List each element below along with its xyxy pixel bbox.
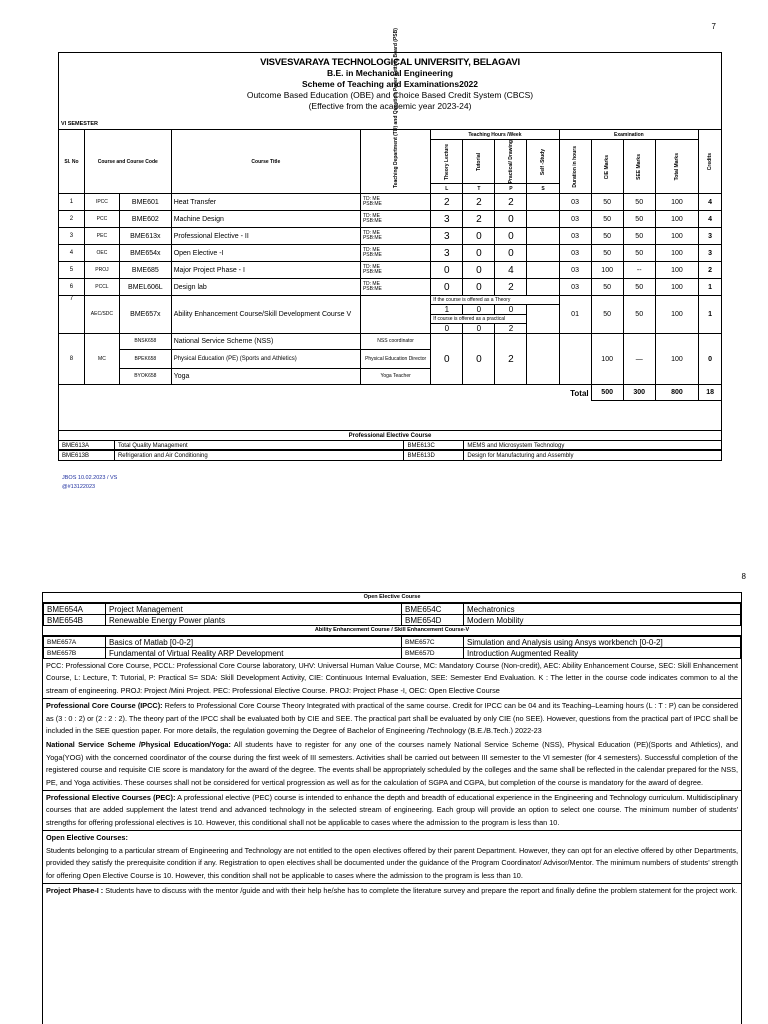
psb-label: PSB:ME: [362, 235, 382, 242]
oec-name: Project Management: [106, 604, 402, 615]
system-title: Outcome Based Education (OBE) and Choice Based Credit System (CBCS): [246, 90, 534, 100]
see-marks: 50: [623, 245, 655, 262]
header-S: S: [527, 184, 559, 194]
table-row: [59, 194, 722, 211]
duration: 03: [559, 211, 591, 228]
cie-marks: 50: [591, 228, 623, 245]
hours-t: 2: [463, 194, 495, 211]
cie-marks: 50: [591, 296, 623, 334]
oec-title: Open Elective Course: [43, 593, 741, 603]
hours-t: 2: [463, 211, 495, 228]
nss-paragraph: National Service Scheme /Physical Education/Yoga: All students have to register for any one of the courses namely National Service Scheme (NSS), Physical Education (PE)(Sports and Athletics), and Yoga(YOG) with the concerned coordinator of the course during the first week of III semesters. Activities shall be carried out between III semester to the VI semester (for 4 semesters). Successful completion of the registered course and requisite CIE score is mandatory for the award of the degree. The events shall be appropriately scheduled by the colleges and the same shall be reflected in the calendar prepared for the NSS, PE, and Yoga activities. These courses shall not be considered for vertical progression as well as for the calculation of SGPA and CGPA, but completion of the course is mandatory for the award of degree.: [46, 740, 738, 787]
see-marks: 50: [623, 296, 655, 334]
duration: 01: [559, 296, 591, 334]
course-code: BMEL606L: [120, 279, 172, 296]
hours-s: [527, 262, 559, 279]
hours-l: 0: [431, 334, 463, 385]
duration: 03: [559, 245, 591, 262]
table-row: [59, 296, 722, 305]
total-marks: 100: [655, 194, 698, 211]
see-marks: 50: [623, 279, 655, 296]
department: [360, 262, 430, 279]
department: [360, 245, 430, 262]
cie-marks: 100: [591, 334, 623, 385]
course-title: Heat Transfer: [171, 194, 360, 211]
course-title: Design lab: [171, 279, 360, 296]
course-type: IPCC: [84, 194, 119, 211]
see-marks: 50: [623, 194, 655, 211]
theory-note: If the course is offered as a Theory: [431, 296, 559, 305]
course-type: PROJ: [84, 262, 119, 279]
course-type: PCCL: [84, 279, 119, 296]
td-label: TD: ME: [362, 280, 380, 287]
table-row: [44, 615, 741, 626]
credits: 3: [699, 245, 722, 262]
hours-s: [527, 305, 559, 334]
course-code: BYOK658: [120, 369, 172, 385]
duration: 03: [559, 279, 591, 296]
pec-name: Design for Manufacturing and Assembly: [464, 451, 722, 461]
course-title: Open Elective -I: [171, 245, 360, 262]
oec-name: Renewable Energy Power plants: [106, 615, 402, 626]
oec-name: Modern Mobility: [464, 615, 741, 626]
aec-code: BME657A: [44, 637, 106, 648]
header-duration: Duration in hours: [559, 140, 591, 194]
td-label: TD: ME: [362, 229, 380, 236]
pec-name: MEMS and Microsystem Technology: [464, 441, 722, 451]
program-name: B.E. in Mechanical Engineering: [326, 68, 454, 78]
aec-name: Basics of Matlab [0-0-2]: [106, 637, 402, 648]
header-dept: Teaching Department (TD) and Question Paper Setting Board (PSB): [360, 130, 430, 194]
hours-p: 2: [495, 194, 527, 211]
hours-s: [527, 194, 559, 211]
duration: 03: [559, 228, 591, 245]
course-title: National Service Scheme (NSS): [171, 334, 360, 350]
table-row: [59, 228, 722, 245]
department: NSS coordinator: [360, 334, 430, 350]
sl-no: 5: [59, 262, 85, 279]
course-code: BME654x: [120, 245, 172, 262]
table-row: [44, 637, 741, 648]
table-row: [59, 245, 722, 262]
scheme-header: [59, 53, 721, 112]
total-see: 300: [623, 385, 655, 401]
effective-year: (Effective from the academic year 2023-24): [308, 101, 472, 111]
td-label: TD: ME: [362, 263, 380, 270]
total-marks: 800: [655, 385, 698, 401]
course-code: BME601: [120, 194, 172, 211]
pec-code: BME613B: [59, 451, 115, 461]
course-type: OEC: [84, 245, 119, 262]
hours-s: [527, 334, 559, 385]
page-number: 8: [741, 572, 746, 581]
department: [360, 296, 430, 334]
course-code: BME613x: [120, 228, 172, 245]
header-L: L: [431, 184, 463, 194]
hours-p: 0: [495, 305, 527, 315]
scheme-title: Scheme of Teaching and Examinations2022: [301, 79, 479, 89]
department: [360, 279, 430, 296]
hours-p: 2: [495, 279, 527, 296]
jbos-ref: @#13122023: [62, 484, 96, 490]
total-marks: 100: [655, 211, 698, 228]
oec-name: Mechatronics: [464, 604, 741, 615]
hours-l: 0: [431, 262, 463, 279]
professional-elective-table: [58, 430, 722, 461]
oec-code: BME654B: [44, 615, 106, 626]
aec-title: Ability Enhancement Course / Skill Enhancement Course-V: [43, 626, 741, 636]
oec-code: BME654C: [402, 604, 464, 615]
pec-title: Professional Elective Course: [59, 431, 722, 441]
td-label: TD: ME: [362, 195, 380, 202]
pec-code: BME613C: [404, 441, 464, 451]
course-title: Physical Education (PE) (Sports and Athletics): [171, 350, 360, 369]
hours-t: 0: [463, 334, 495, 385]
oec-code: BME654A: [44, 604, 106, 615]
table-row: [44, 648, 741, 659]
cie-marks: 100: [591, 262, 623, 279]
credits: 1: [699, 296, 722, 334]
table-row: [59, 262, 722, 279]
hours-l: 3: [431, 228, 463, 245]
course-code: BME602: [120, 211, 172, 228]
course-title: Ability Enhancement Course/Skill Development Course V: [171, 296, 360, 334]
course-title: Major Project Phase - I: [171, 262, 360, 279]
sl-no: 4: [59, 245, 85, 262]
semester-label: VI SEMESTER: [61, 121, 98, 127]
header-self: Self -Study: [527, 140, 559, 184]
td-label: TD: ME: [362, 246, 380, 253]
hours-s: [527, 211, 559, 228]
credits: 4: [699, 211, 722, 228]
open-elective-table: [43, 603, 741, 626]
sl-no: 2: [59, 211, 85, 228]
total-label: Total: [59, 385, 592, 401]
course-title: Professional Elective - II: [171, 228, 360, 245]
psb-label: PSB:ME: [362, 252, 382, 259]
hours-t: 0: [463, 262, 495, 279]
abbreviations-paragraph: PCC: Professional Core Course, PCCL: Professional Core Course laboratory, UHV: Universal Human Value Course, MC: Mandatory Course (Non-credit), AEC: Ability Enhancement Course, SEC: Skill Enhancement Course, L: Lecture, T: Tutorial, P: Practical S= SDA: Skill Development Activity, CIE: Continuous Internal Evaluation, SEE: Semester End Evaluation. K : The letter in the course code indicates common to al the stream of engineering. PROJ: Project /Mini Project. PEC: Professional Elective Course. PROJ: Project Phase -I, OEC: Open Elective Course: [46, 661, 738, 695]
psb-label: PSB:ME: [362, 201, 382, 208]
hours-l: 3: [431, 211, 463, 228]
totals-row: [59, 385, 722, 401]
department: Yoga Teacher: [360, 369, 430, 385]
hours-t: 0: [463, 228, 495, 245]
aec-code: BME657B: [44, 648, 106, 659]
aec-name: Fundamental of Virtual Reality ARP Development: [106, 648, 402, 659]
course-type: PEC: [84, 228, 119, 245]
header-tutorial: Tutorial: [463, 140, 495, 184]
department: [360, 228, 430, 245]
header-title: Course Title: [171, 130, 360, 194]
total-marks: 100: [655, 334, 698, 385]
pec-code: BME613A: [59, 441, 115, 451]
table-row: [44, 604, 741, 615]
credits: 2: [699, 262, 722, 279]
hours-t: 0: [463, 245, 495, 262]
see-marks: 50: [623, 228, 655, 245]
hours-s: [527, 228, 559, 245]
aec-code: BME657D: [402, 648, 464, 659]
course-code: BME657x: [120, 296, 172, 334]
scheme-box: [58, 27, 722, 450]
see-marks: --: [623, 262, 655, 279]
header-cie: CIE Marks: [591, 140, 623, 194]
credits: 0: [699, 334, 722, 385]
total-credits: 18: [699, 385, 722, 401]
course-code: BME685: [120, 262, 172, 279]
aec-name: Introduction Augmented Reality: [464, 648, 741, 659]
hours-s: [527, 245, 559, 262]
jbos-note: [62, 474, 117, 492]
page-number: 7: [711, 22, 716, 31]
header-practical: Practical/ Drawing: [495, 140, 527, 184]
cie-marks: 50: [591, 245, 623, 262]
hours-s: [527, 279, 559, 296]
td-label: TD: ME: [362, 212, 380, 219]
course-code: BPEK658: [120, 350, 172, 369]
hours-l: 0: [431, 279, 463, 296]
psb-label: PSB:ME: [362, 269, 382, 276]
aec-code: BME657C: [402, 637, 464, 648]
total-marks: 100: [655, 262, 698, 279]
sl-no: 3: [59, 228, 85, 245]
hours-l: 3: [431, 245, 463, 262]
hours-l: 2: [431, 194, 463, 211]
aec-name: Simulation and Analysis using Ansys workbench [0-0-2]: [464, 637, 741, 648]
duration: 03: [559, 194, 591, 211]
ability-enhancement-table: [43, 636, 741, 659]
total-marks: 100: [655, 245, 698, 262]
oec-code: BME654D: [402, 615, 464, 626]
course-type: PCC: [84, 211, 119, 228]
table-row: [59, 279, 722, 296]
ipcc-paragraph: Professional Core Course (IPCC): Refers to Professional Core Course Theory Integrated with practical of the same course. Credit for IPCC can be 04 and its Teaching–Learning hours (L : T : P) can be considered as (3 : 0 : 2) or (2 : 2 : 2). The theory part of the IPCC shall be evaluated both by CIE and SEE. The practical part shall be evaluated by only CIE (no SEE). However, questions from the practical part of IPCC shall be included in the SEE question paper. For more details, the regulation governing the Degree of Bachelor of Engineering /Technology (B.E./B.Tech.) 2022-23: [43, 698, 741, 738]
header-T: T: [463, 184, 495, 194]
pec-name: Total Quality Management: [114, 441, 404, 451]
sl-no: 7: [59, 296, 85, 334]
course-type: AEC/SDC: [84, 296, 119, 334]
course-type: MC: [84, 334, 119, 385]
hours-p: 2: [495, 334, 527, 385]
psb-label: PSB:ME: [362, 218, 382, 225]
duration: 03: [559, 262, 591, 279]
header-course: Course and Course Code: [84, 130, 171, 194]
university-name: VISVESVARAYA TECHNOLOGICAL UNIVERSITY, BELAGAVI: [260, 57, 520, 68]
cie-marks: 50: [591, 211, 623, 228]
course-title: Yoga: [171, 369, 360, 385]
see-marks: —: [623, 334, 655, 385]
department: [360, 211, 430, 228]
sl-no: 6: [59, 279, 85, 296]
hours-l: 0: [431, 324, 463, 334]
department: [360, 194, 430, 211]
department: Physical Education Director: [360, 350, 430, 369]
hours-l: 1: [431, 305, 463, 315]
header-exam: Examination: [559, 130, 699, 140]
total-cie: 500: [591, 385, 623, 401]
hours-t: 0: [463, 324, 495, 334]
credits: 3: [699, 228, 722, 245]
pec-code: BME613D: [404, 451, 464, 461]
header-P: P: [495, 184, 527, 194]
header-see: SEE Marks: [623, 140, 655, 194]
project-paragraph: Project Phase-I : Students have to discuss with the mentor /guide and with their help he/she has to complete the literature survey and prepare the report and finally define the problem statement for the project work.: [43, 883, 741, 898]
total-marks: 100: [655, 279, 698, 296]
hours-p: 0: [495, 211, 527, 228]
pec-name: Refrigeration and Air Conditioning: [114, 451, 404, 461]
hours-t: 0: [463, 305, 495, 315]
header-total: Total Marks: [655, 140, 698, 194]
total-marks: 100: [655, 296, 698, 334]
hours-p: 0: [495, 228, 527, 245]
see-marks: 50: [623, 211, 655, 228]
header-slno: Sl. No: [59, 130, 85, 194]
cie-marks: 50: [591, 279, 623, 296]
jbos-date: JBOS 10.02.2023 / VS: [62, 475, 118, 481]
open-elective-paragraph: Open Elective Courses: Students belonging to a particular stream of Engineering and Technology are not entitled to the open electives offered by their parent Department. However, they can opt for an elective offered by other Departments, provided they satisfy the prerequisite condition if any. Registration to open electives shall be documented under the guidance of the Program Coordinator/ Advisor/Mentor. The minimum numbers of students' strength for offering Open Elective Course is 10. However, this condition shall not be applicable to cases where the admission to the program is less than 10.: [43, 830, 741, 883]
table-row: [59, 211, 722, 228]
header-theory: Theory Lecture: [431, 140, 463, 184]
header-credits: Credits: [699, 130, 722, 194]
hours-p: 4: [495, 262, 527, 279]
practical-note: If course is offered as a practical: [431, 315, 527, 324]
credits: 1: [699, 279, 722, 296]
hours-p: 2: [495, 324, 527, 334]
sl-no: 8: [59, 334, 85, 385]
total-marks: 100: [655, 228, 698, 245]
course-code: BNSK658: [120, 334, 172, 350]
table-row: [59, 451, 722, 461]
sl-no: 1: [59, 194, 85, 211]
notes-box: [42, 592, 742, 1024]
table-row: [59, 441, 722, 451]
credits: 4: [699, 194, 722, 211]
course-title: Machine Design: [171, 211, 360, 228]
pec-paragraph: Professional Elective Courses (PEC): A professional elective (PEC) course is intended to enhance the depth and breadth of educational experience in the Engineering and Technology curriculum. Multidisciplinary courses that are added supplement the latest trend and advanced technology in the selected stream of engineering. Each group will provide an option to select one course. The minimum number of students' strengths for offering professional electives is 10. However, this conditional shall not be applicable to cases where the admission to the program is less than 10.: [43, 790, 741, 830]
table-row: [59, 334, 722, 350]
hours-p: 0: [495, 245, 527, 262]
cie-marks: 50: [591, 194, 623, 211]
hours-t: 0: [463, 279, 495, 296]
header-hours: Teaching Hours /Week: [431, 130, 559, 140]
duration: [559, 334, 591, 385]
psb-label: PSB:ME: [362, 286, 382, 293]
